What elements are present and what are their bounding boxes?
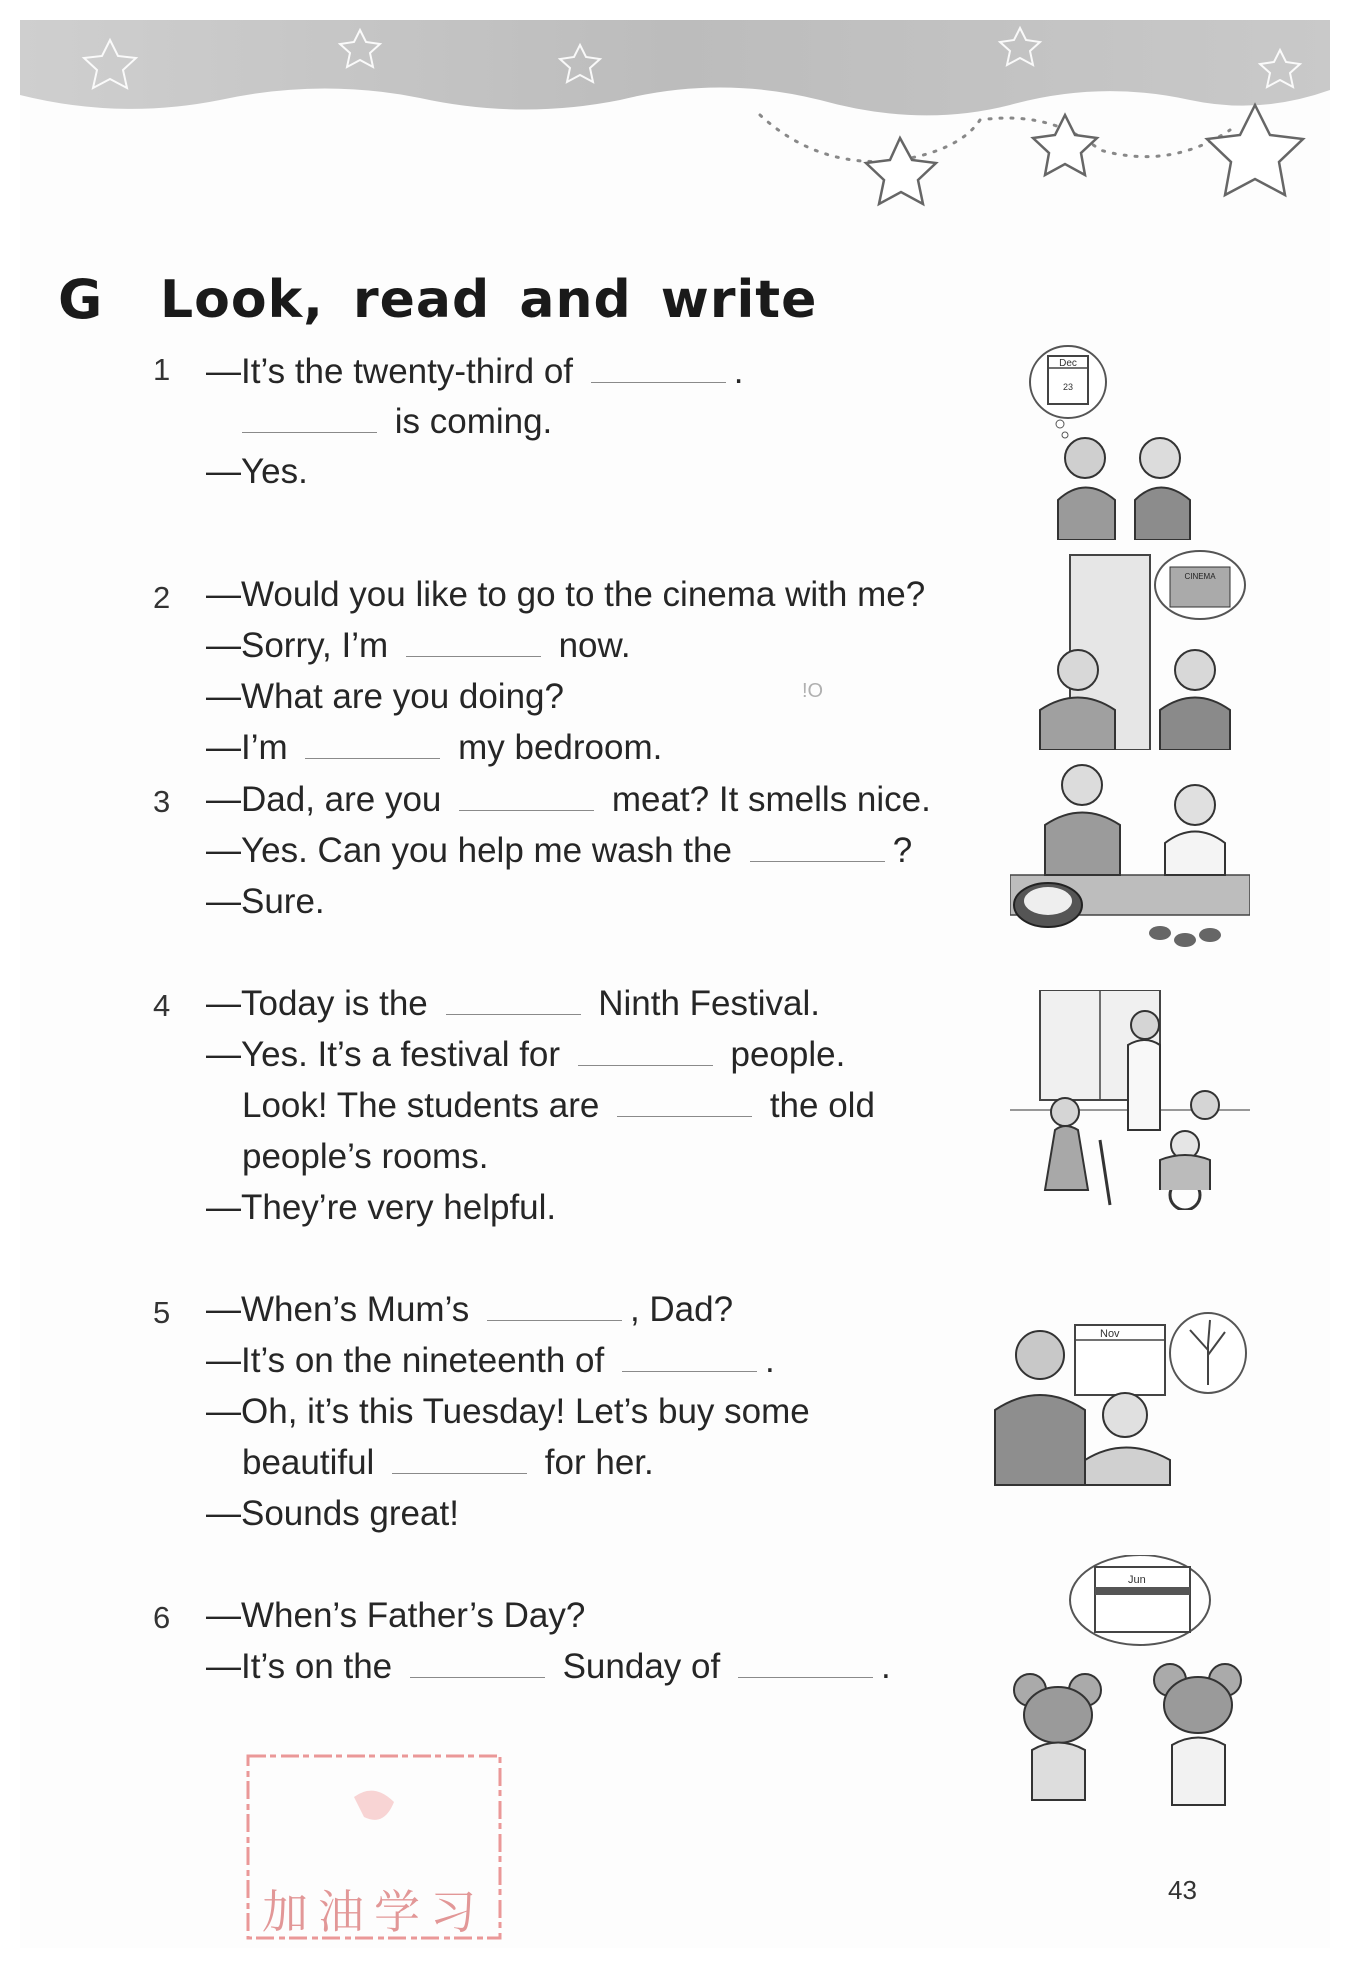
question-line: —Sure.	[206, 882, 325, 921]
answer-blank[interactable]	[622, 1341, 757, 1372]
line-text: Look! The students are	[242, 1086, 610, 1125]
question-line: —When’s Father’s Day?	[206, 1596, 586, 1635]
illustration-calendar-flowers	[985, 1290, 1250, 1500]
line-text: Ninth Festival.	[588, 984, 820, 1023]
calendar-day: 23	[1062, 382, 1074, 392]
answer-blank[interactable]	[406, 626, 541, 657]
answer-blank[interactable]	[305, 728, 440, 759]
line-text: —When’s Mum’s	[206, 1290, 479, 1329]
workbook-page	[20, 20, 1330, 1948]
question-line	[206, 829, 912, 873]
question-line: —What are you doing?	[206, 677, 564, 716]
illustration-mice-calendar	[1010, 1555, 1250, 1835]
page-number: 43	[1168, 1875, 1197, 1905]
question-line	[206, 778, 931, 822]
line-text: —Yes. It’s a festival for	[206, 1035, 570, 1074]
question-number: 5	[153, 1295, 171, 1330]
question-line	[242, 1084, 875, 1128]
question-line: —Yes.	[206, 452, 308, 491]
line-text: my bedroom.	[448, 728, 663, 767]
answer-blank[interactable]	[446, 984, 581, 1015]
question-line	[206, 726, 662, 770]
calendar-thought-bubble	[1020, 340, 1210, 540]
question-number: 1	[153, 352, 171, 387]
answer-blank[interactable]	[578, 1035, 713, 1066]
question-line	[206, 1645, 891, 1689]
calendar-label: Jun	[1128, 1574, 1146, 1586]
question-line	[206, 350, 743, 394]
illustration-calendar-thought	[1020, 340, 1210, 540]
answer-blank[interactable]	[392, 1443, 527, 1474]
question-line: —Sounds great!	[206, 1494, 459, 1533]
line-text: , Dad?	[629, 1290, 734, 1329]
question-number: 2	[153, 580, 171, 615]
line-text: —It’s on the	[206, 1647, 402, 1686]
question-number: 3	[153, 784, 171, 819]
answer-blank[interactable]	[459, 780, 594, 811]
answer-blank[interactable]	[738, 1647, 873, 1678]
star-banner	[20, 20, 1330, 230]
answer-blank[interactable]	[617, 1086, 752, 1117]
illustration-cinema-thought	[1030, 545, 1250, 750]
calendar-flowers-scene	[985, 1290, 1250, 1500]
line-text: is coming.	[385, 402, 553, 441]
question-line	[206, 624, 631, 668]
red-stamp	[244, 1752, 504, 1942]
cinema-sign: CINEMA	[1184, 572, 1216, 581]
answer-blank[interactable]	[591, 352, 726, 383]
line-text: —Dad, are you	[206, 780, 452, 819]
line-text: —It’s the twenty-third of	[206, 352, 583, 391]
line-text: meat? It smells nice.	[602, 780, 931, 819]
question-line: —Oh, it’s this Tuesday! Let’s buy some	[206, 1392, 810, 1431]
question-line: —Would you like to go to the cinema with me?	[206, 575, 926, 614]
cooking-scene	[1010, 755, 1250, 960]
question-line	[206, 1288, 733, 1332]
question-line: people’s rooms.	[242, 1137, 489, 1176]
cinema-thought-bubble	[1030, 545, 1250, 750]
answer-blank[interactable]	[410, 1647, 545, 1678]
section-title: Look, read and write	[160, 270, 818, 330]
cleaning-scene	[1010, 990, 1250, 1210]
line-text: .	[880, 1647, 891, 1686]
question-line	[206, 982, 820, 1026]
answer-blank[interactable]	[487, 1290, 622, 1321]
illustration-cleaning	[1010, 990, 1250, 1210]
stray-mark: !O	[802, 680, 824, 702]
question-line: —They’re very helpful.	[206, 1188, 557, 1227]
section-letter: G	[58, 268, 103, 331]
answer-blank[interactable]	[750, 831, 885, 862]
line-text: ?	[892, 831, 913, 870]
calendar-label: Dec	[1059, 358, 1077, 369]
question-line	[242, 400, 552, 444]
question-line	[206, 1033, 845, 1077]
question-number: 4	[153, 988, 171, 1023]
line-text: Sunday of	[552, 1647, 730, 1686]
line-text: .	[764, 1341, 775, 1380]
line-text: beautiful	[242, 1443, 385, 1482]
line-text: now.	[548, 626, 631, 665]
line-text: —Today is the	[206, 984, 438, 1023]
line-text: people.	[720, 1035, 846, 1074]
line-text: .	[733, 352, 744, 391]
calendar-label: Nov	[1100, 1328, 1120, 1340]
question-number: 6	[153, 1600, 171, 1635]
line-text: —Sorry, I’m	[206, 626, 398, 665]
stamp-text: 加油学习	[262, 1885, 486, 1939]
question-line	[242, 1441, 654, 1485]
line-text: for her.	[535, 1443, 654, 1482]
question-line	[206, 1339, 775, 1383]
line-text: —Yes. Can you help me wash the	[206, 831, 742, 870]
line-text: the old	[760, 1086, 875, 1125]
mice-calendar-scene	[1010, 1555, 1250, 1835]
line-text: —I’m	[206, 728, 298, 767]
line-text: —It’s on the nineteenth of	[206, 1341, 614, 1380]
answer-blank[interactable]	[242, 402, 377, 433]
illustration-cooking	[1010, 755, 1250, 960]
